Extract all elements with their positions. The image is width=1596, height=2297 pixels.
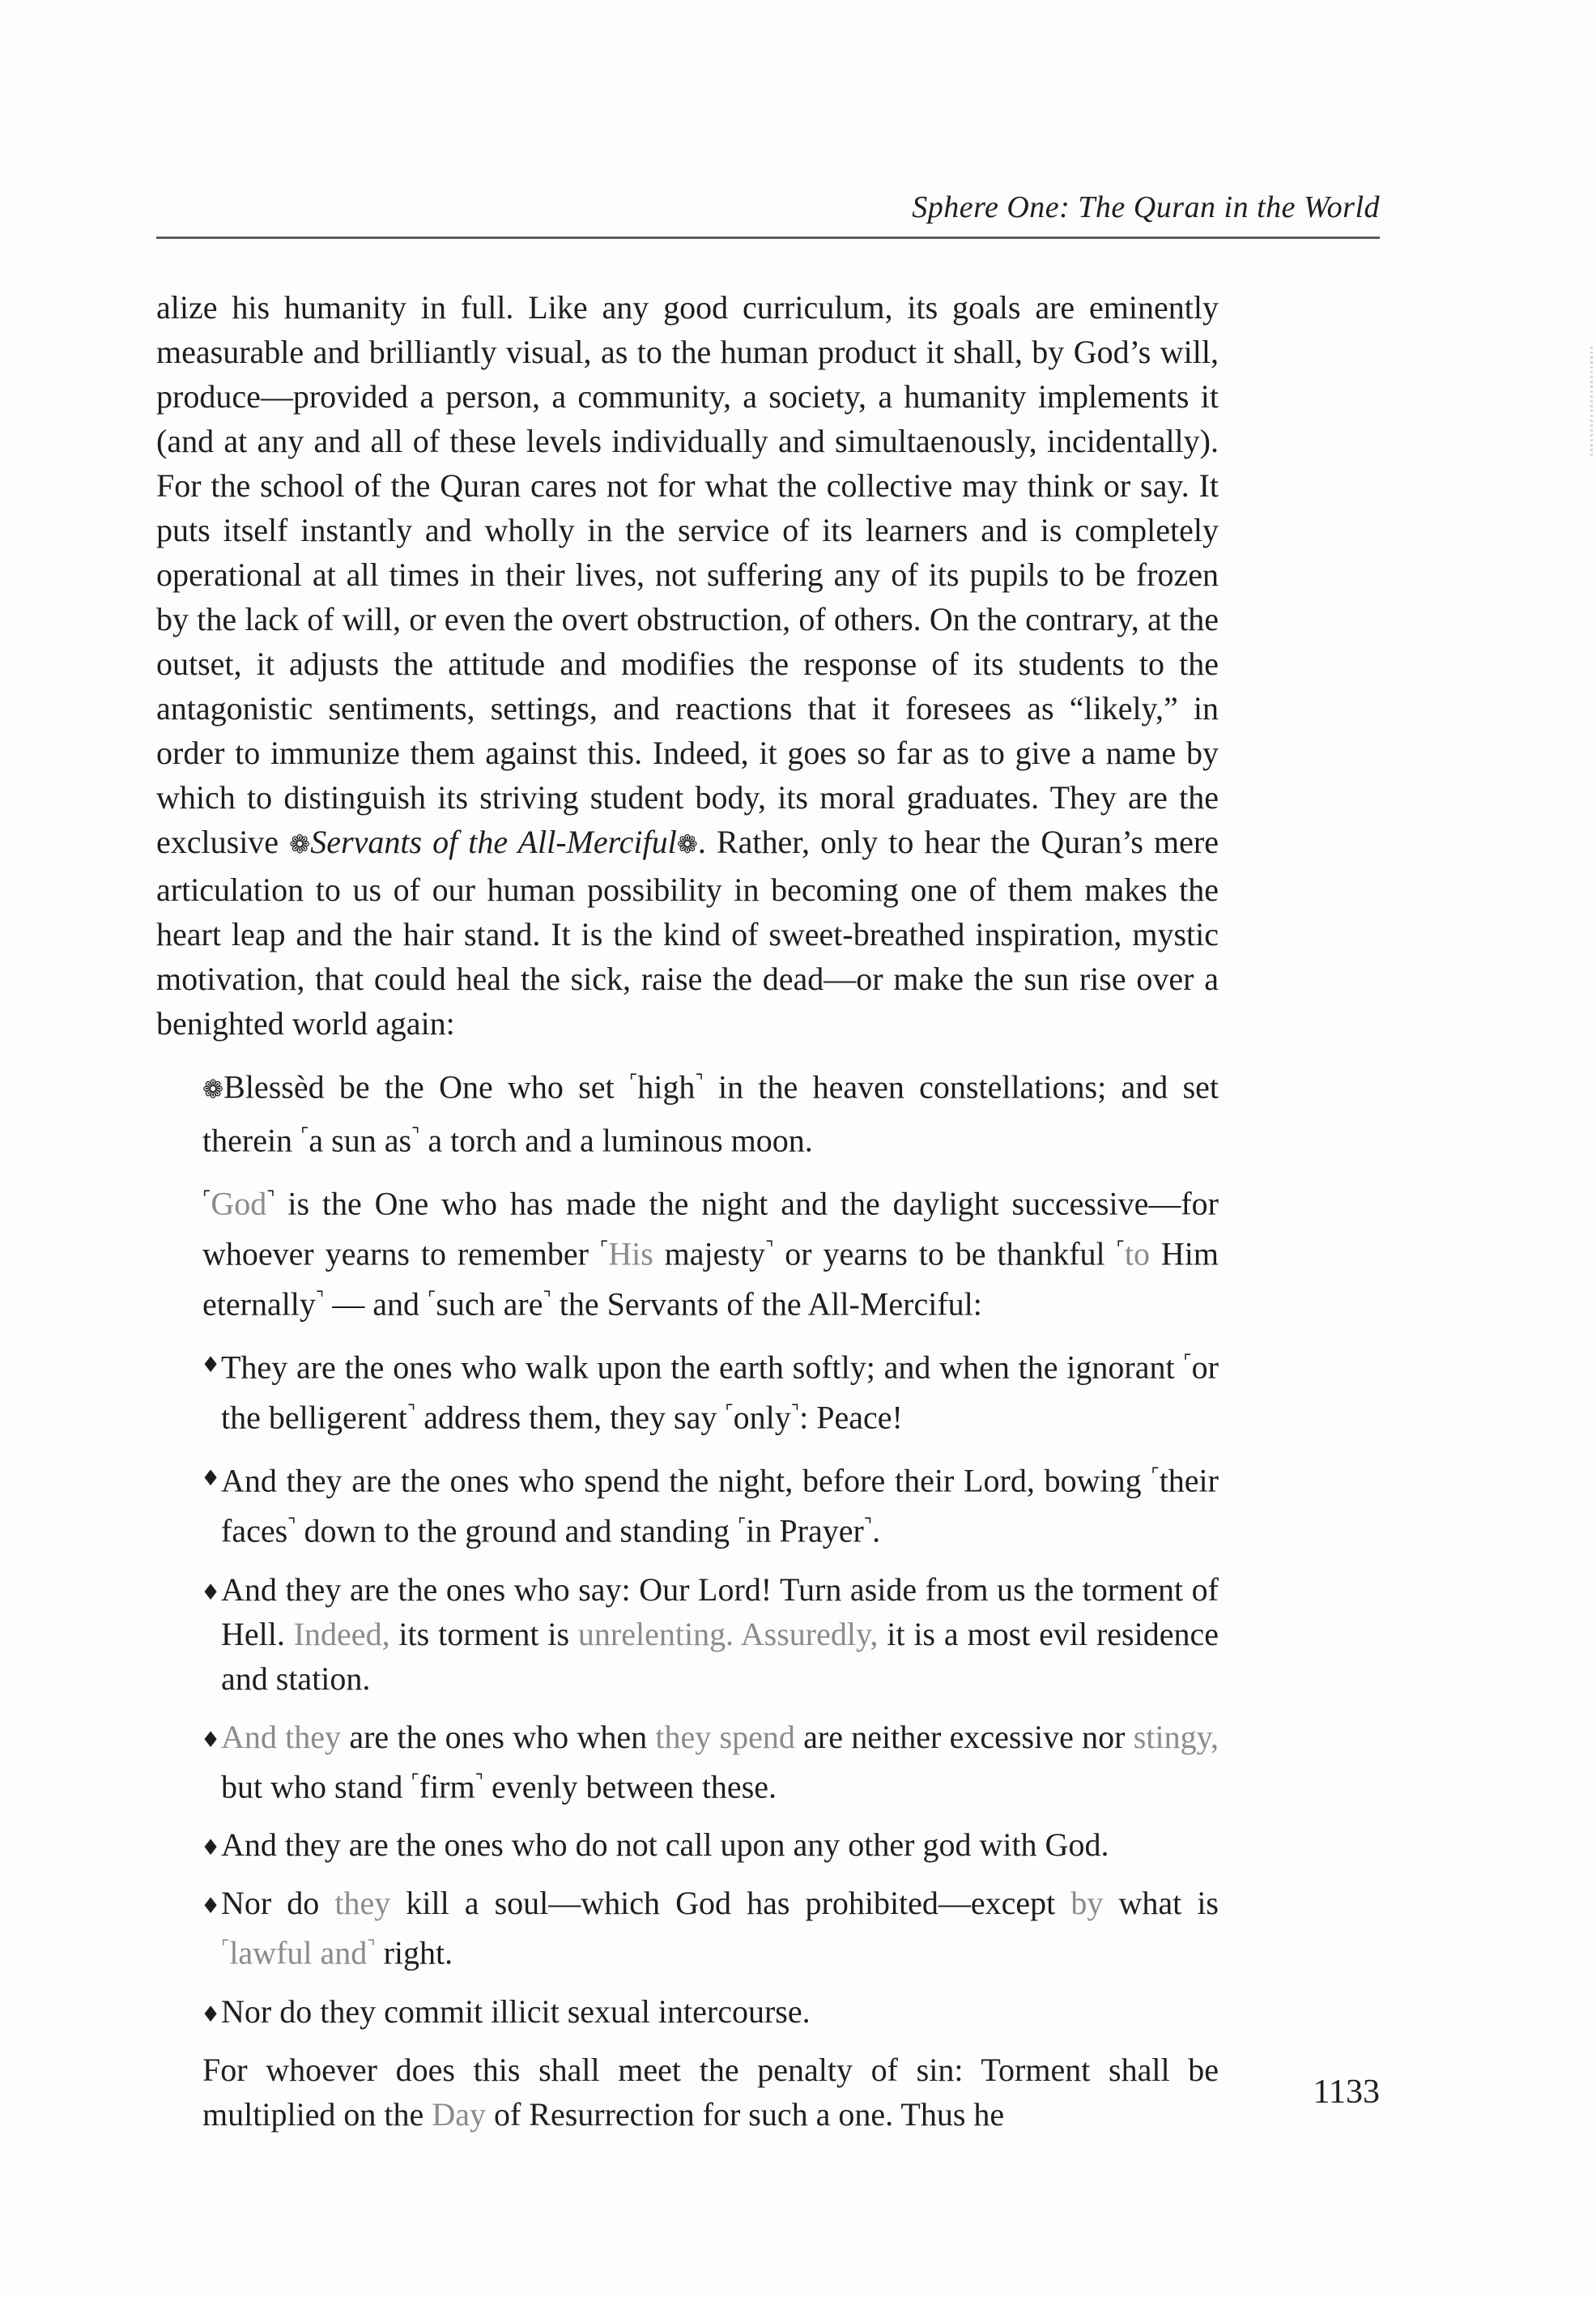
bullet-item (201, 1453, 1219, 1553)
text-segment: Servants of the All-Merciful (310, 824, 677, 860)
text-segment: in Prayer (746, 1512, 864, 1549)
text-segment: only (733, 1399, 791, 1436)
text-segment: God (211, 1185, 267, 1222)
text-segment: a torch and a luminous moon. (419, 1122, 813, 1159)
page-number: 1133 (1313, 2073, 1380, 2111)
text-segment: Nor do they commit illicit sexual intercourse. (221, 1992, 811, 2030)
corner-bracket-mark: ⌜ (411, 1771, 419, 1792)
text-segment: or yearns to be thankful (773, 1235, 1117, 1272)
text-segment: are neither excessive nor (794, 1718, 1134, 1755)
text-segment: it is a most evil residence and station. (221, 1615, 1219, 1697)
text-segment: such are (436, 1285, 543, 1323)
text-segment: : Peace! (799, 1399, 903, 1436)
paragraph (156, 285, 1219, 1046)
text-segment: but who stand (221, 1768, 411, 1805)
header-rule-divider (156, 237, 1380, 239)
diamond-bullet-icon: ♦ (201, 1727, 221, 1753)
corner-bracket-mark: ⌜ (221, 1937, 230, 1958)
bullet-item (201, 1715, 1219, 1809)
quote-ornament-icon: ❁ (676, 830, 698, 859)
text-segment: by (1070, 1885, 1104, 1922)
text-segment: Nor do (221, 1885, 335, 1922)
text-segment: or the belligerent (221, 1349, 1219, 1436)
text-segment: Day (432, 2095, 486, 2133)
corner-bracket-mark: ⌜ (725, 1401, 734, 1422)
text-segment: Him eternally (202, 1235, 1219, 1323)
corner-bracket-mark: ⌝ (543, 1288, 551, 1309)
text-segment: lawful and (229, 1934, 368, 1971)
running-header: Sphere One: The Quran in the World (912, 190, 1380, 224)
diamond-bullet-icon: ♦ (201, 1353, 221, 1379)
text-segment: in the heaven constellations; and set therein (202, 1068, 1219, 1159)
text-segment: its torment is (389, 1615, 578, 1652)
text-segment: alize his humanity in full. Like any good curriculum, its goals are eminently measurable and brilliantly visual, as to the human product it shall, by God’s will, produce—provided a person, a community, a society, a humanity implements it (and at any and all of these levels individually and simultaenously, incidentally). For the school of the Quran cares not for what the collective may think or say. It puts itself instantly and wholly in the service of its learners and is completely operational at all times in their lives, not suffering any of its pupils to be frozen by the lack of will, or even the overt obstruction, of others. On the contrary, at the outset, it adjusts the attitude and modifies the response of its students to the antagonistic sentiments, settings, and reactions that it foresees as “likely,” in order to immunize them against this. Indeed, it goes so far as to give a name by which to distinguish its striving student body, its moral graduates. They are the exclusive (156, 289, 1219, 860)
text-segment: their faces (221, 1463, 1219, 1549)
text-segment: kill a soul—which God has prohibited—except (390, 1885, 1071, 1922)
bullet-item (201, 1989, 1219, 2034)
paragraph (202, 1059, 1219, 1162)
text-segment: And they are the ones who do not call upon any other god with God. (221, 1826, 1109, 1864)
corner-bracket-mark: ⌝ (266, 1188, 275, 1209)
text-segment: right. (375, 1934, 453, 1971)
text-segment: firm (419, 1768, 475, 1805)
corner-bracket-mark: ⌝ (315, 1288, 325, 1309)
text-segment: And they (221, 1718, 342, 1755)
text-segment: high (637, 1068, 696, 1106)
paragraph (202, 1176, 1219, 1326)
text-segment: what is (1103, 1885, 1219, 1922)
corner-bracket-mark: ⌜ (428, 1288, 436, 1309)
corner-bracket-mark: ⌝ (863, 1515, 873, 1536)
text-segment: . (872, 1512, 881, 1549)
text-segment: And they are the ones who spend the night, before their Lord, bowing (221, 1463, 1151, 1499)
text-segment: to (1124, 1235, 1150, 1272)
corner-bracket-mark: ⌝ (367, 1937, 376, 1958)
scan-edge-artifact (1590, 347, 1593, 456)
bullet-item (201, 1340, 1219, 1439)
corner-bracket-mark: ⌜ (1183, 1352, 1192, 1373)
bullet-item (201, 1567, 1219, 1701)
text-segment: is the One who has made the night and the daylight successive—for whoever yearns to remember (202, 1185, 1219, 1272)
corner-bracket-mark: ⌜ (599, 1238, 609, 1259)
text-segment: down to the ground and standing (296, 1512, 738, 1549)
text-segment: For whoever does this shall meet the penalty of sin: Torment shall be multiplied on the (202, 2051, 1219, 2133)
diamond-bullet-icon: ♦ (201, 1835, 221, 1861)
quote-ornament-icon: ❁ (289, 830, 311, 859)
text-segment: evenly between these. (483, 1768, 777, 1805)
diamond-bullet-icon: ♦ (201, 1466, 221, 1492)
corner-bracket-mark: ⌜ (202, 1188, 211, 1209)
text-blocks (156, 285, 1219, 2137)
text-segment: . Rather, only to hear the Quran’s mere articulation to us of our human possibility in becoming one of them makes the heart leap and the hair stand. It is the kind of sweet-breathed inspiration, mystic motivation, that could heal the sick, raise the dead—or make the sun rise over a benighted world again: (156, 824, 1219, 1042)
text-segment: they (334, 1885, 391, 1922)
text-segment: Indeed, (293, 1615, 390, 1652)
corner-bracket-mark: ⌝ (411, 1124, 420, 1145)
corner-bracket-mark: ⌝ (475, 1771, 483, 1792)
corner-bracket-mark: ⌜ (300, 1124, 309, 1145)
corner-bracket-mark: ⌝ (406, 1401, 416, 1422)
text-segment: majesty (653, 1235, 766, 1272)
bullet-item (201, 1822, 1219, 1867)
corner-bracket-mark: ⌜ (1151, 1465, 1160, 1486)
text-segment: — and (324, 1285, 428, 1323)
corner-bracket-mark: ⌜ (628, 1072, 638, 1092)
text-segment: His (608, 1235, 653, 1272)
text-segment: And they are the ones who say: Our Lord! Turn aside from us the torment of Hell. (221, 1570, 1219, 1652)
bullet-item (201, 1881, 1219, 1975)
text-segment: unrelenting. Assuredly, (577, 1615, 879, 1652)
text-segment: address them, they say (415, 1399, 726, 1436)
corner-bracket-mark: ⌝ (765, 1238, 774, 1259)
text-segment: a sun as (309, 1122, 412, 1159)
text-segment: stingy, (1133, 1718, 1219, 1755)
text-segment: Blessèd be the One who set (223, 1068, 629, 1106)
corner-bracket-mark: ⌝ (287, 1515, 296, 1536)
text-segment: they spend (655, 1718, 795, 1755)
corner-bracket-mark: ⌝ (790, 1401, 800, 1422)
text-segment: are the ones who when (341, 1718, 656, 1755)
corner-bracket-mark: ⌜ (1116, 1238, 1125, 1259)
corner-bracket-mark: ⌝ (695, 1072, 704, 1092)
quote-ornament-icon: ❁ (202, 1075, 224, 1105)
corner-bracket-mark: ⌜ (737, 1515, 747, 1536)
diamond-bullet-icon: ♦ (201, 1894, 221, 1920)
diamond-bullet-icon: ♦ (201, 1579, 221, 1605)
text-segment: They are the ones who walk upon the earth softly; and when the ignorant (221, 1349, 1184, 1386)
text-segment: the Servants of the All-Merciful: (551, 1285, 982, 1323)
text-segment: of Resurrection for such a one. Thus he (485, 2095, 1005, 2133)
diamond-bullet-icon: ♦ (201, 2001, 221, 2027)
